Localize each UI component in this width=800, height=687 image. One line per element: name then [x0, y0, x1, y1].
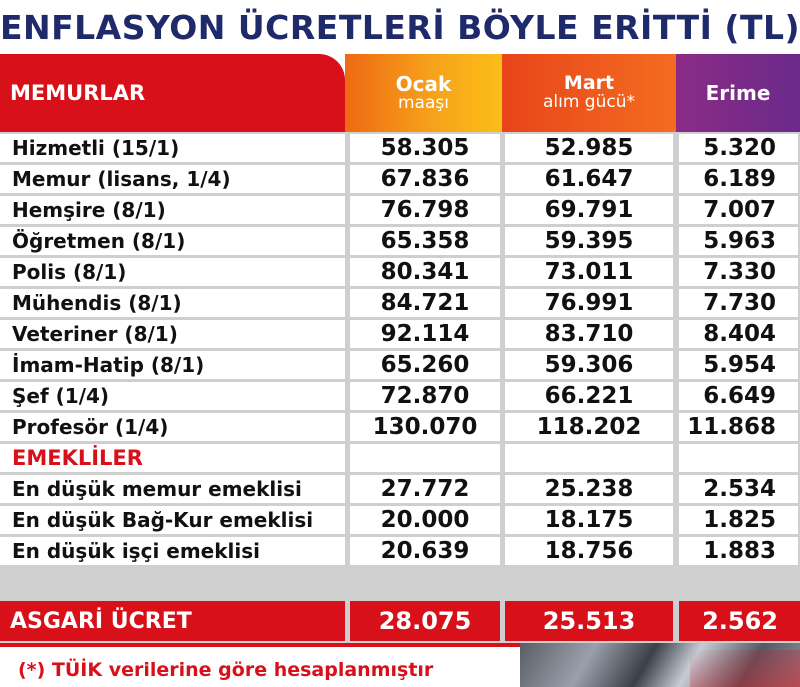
header-ocak-maasi: [345, 54, 502, 132]
row-label: Polis (8/1): [0, 258, 345, 286]
empty-cell: [350, 444, 500, 472]
table-row: [0, 256, 800, 287]
row-erime-value: 8.404: [679, 320, 798, 348]
row-erime-value: 11.868: [679, 413, 798, 441]
row-erime-value: 5.963: [679, 227, 798, 255]
table-row: [0, 132, 800, 163]
row-mart-value: 66.221: [505, 382, 673, 410]
header-memurlar: MEMURLAR: [0, 54, 345, 132]
row-mart-value: 83.710: [505, 320, 673, 348]
row-label: Mühendis (8/1): [0, 289, 345, 317]
table-row: [0, 535, 800, 566]
header-erime: Erime: [676, 54, 800, 132]
footer-row-asgari-ucret: [0, 599, 800, 643]
table-row: [0, 194, 800, 225]
table-row: [0, 411, 800, 442]
row-erime-value: 6.649: [679, 382, 798, 410]
row-label: Memur (lisans, 1/4): [0, 165, 345, 193]
table-header: [0, 54, 800, 132]
row-ocak-value: 20.000: [350, 506, 500, 534]
row-label: Öğretmen (8/1): [0, 227, 345, 255]
header-ocak-line2: maaşı: [398, 92, 449, 113]
row-ocak-value: 92.114: [350, 320, 500, 348]
row-ocak-value: 84.721: [350, 289, 500, 317]
table-row: [0, 504, 800, 535]
row-label: En düşük işçi emeklisi: [0, 537, 345, 565]
row-erime-value: 7.007: [679, 196, 798, 224]
row-label: Hizmetli (15/1): [0, 134, 345, 162]
row-ocak-value: 65.260: [350, 351, 500, 379]
header-mart-line2: alım gücü*: [542, 92, 635, 113]
table-row: [0, 318, 800, 349]
section-label-emekliler: EMEKLİLER: [0, 444, 345, 472]
row-label: İmam-Hatip (8/1): [0, 351, 345, 379]
row-mart-value: 61.647: [505, 165, 673, 193]
row-mart-value: 118.202: [505, 413, 673, 441]
row-ocak-value: 58.305: [350, 134, 500, 162]
row-ocak-value: 67.836: [350, 165, 500, 193]
footnote: (*) TÜİK verilerine göre hesaplanmıştır: [18, 659, 434, 681]
row-label: Profesör (1/4): [0, 413, 345, 441]
row-erime-value: 1.883: [679, 537, 798, 565]
row-erime-value: 2.534: [679, 475, 798, 503]
table-row: [0, 287, 800, 318]
footer-mart-value: 25.513: [505, 601, 673, 641]
row-ocak-value: 20.639: [350, 537, 500, 565]
row-mart-value: 59.306: [505, 351, 673, 379]
row-label: Hemşire (8/1): [0, 196, 345, 224]
row-erime-value: 5.320: [679, 134, 798, 162]
row-erime-value: 7.730: [679, 289, 798, 317]
table-row: [0, 163, 800, 194]
row-erime-value: 5.954: [679, 351, 798, 379]
row-mart-value: 52.985: [505, 134, 673, 162]
row-mart-value: 69.791: [505, 196, 673, 224]
row-label: Şef (1/4): [0, 382, 345, 410]
row-label: En düşük Bağ-Kur emeklisi: [0, 506, 345, 534]
row-erime-value: 6.189: [679, 165, 798, 193]
row-mart-value: 73.011: [505, 258, 673, 286]
row-ocak-value: 80.341: [350, 258, 500, 286]
footer-ocak-value: 28.075: [350, 601, 500, 641]
row-ocak-value: 27.772: [350, 475, 500, 503]
header-mart-alim-gucu: [502, 54, 676, 132]
footer-label: ASGARİ ÜCRET: [0, 601, 345, 641]
footnote-bar: [0, 643, 520, 687]
row-ocak-value: 65.358: [350, 227, 500, 255]
row-mart-value: 59.395: [505, 227, 673, 255]
table-row: [0, 349, 800, 380]
row-ocak-value: 130.070: [350, 413, 500, 441]
table-row: [0, 473, 800, 504]
photo-accent: [690, 650, 800, 687]
row-label: En düşük memur emeklisi: [0, 475, 345, 503]
header-mart-line1: Mart: [563, 72, 615, 95]
table-row: [0, 380, 800, 411]
row-ocak-value: 72.870: [350, 382, 500, 410]
row-label: Veteriner (8/1): [0, 320, 345, 348]
footer-erime-value: 2.562: [679, 601, 800, 641]
row-erime-value: 1.825: [679, 506, 798, 534]
row-ocak-value: 76.798: [350, 196, 500, 224]
empty-cell: [505, 444, 673, 472]
row-mart-value: 18.175: [505, 506, 673, 534]
table-row: [0, 225, 800, 256]
row-mart-value: 18.756: [505, 537, 673, 565]
page-title: ENFLASYON ÜCRETLERİ BÖYLE ERİTTİ (TL): [0, 0, 800, 54]
row-mart-value: 76.991: [505, 289, 673, 317]
row-mart-value: 25.238: [505, 475, 673, 503]
row-erime-value: 7.330: [679, 258, 798, 286]
header-ocak-line1: Ocak: [395, 71, 452, 96]
empty-cell: [679, 444, 798, 472]
section-row-emekliler: [0, 442, 800, 473]
